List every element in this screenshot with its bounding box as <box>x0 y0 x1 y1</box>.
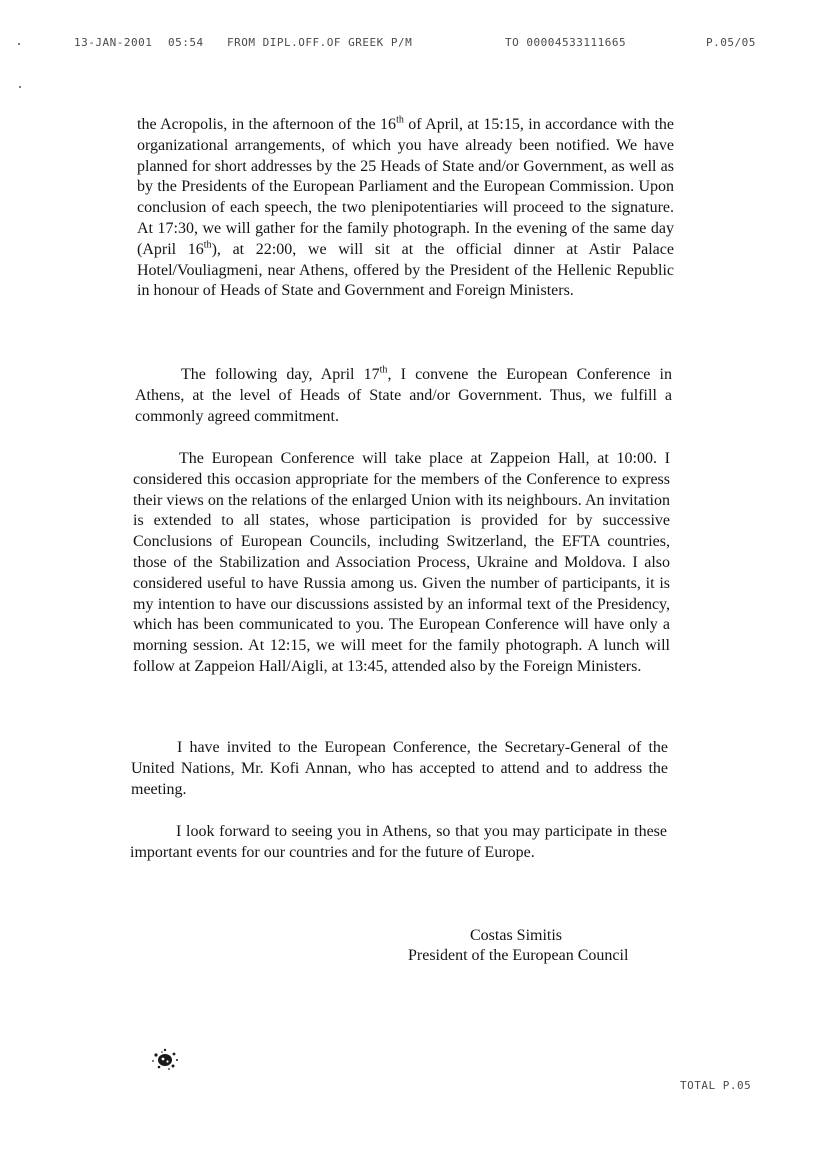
scan-speck <box>18 43 20 45</box>
p4-text: I have invited to the European Conference, the Secretary-General of the United Nations, Mr. Kofi Annan, who has accepted to attend and to address the meeting. <box>131 739 668 798</box>
p5-text: I look forward to seeing you in Athens, so that you may participate in these important events for our countries and for the future of Europe. <box>130 823 667 861</box>
signatory-title: President of the European Council <box>408 947 629 964</box>
fax-transmission-header <box>0 36 832 54</box>
p1-text-c: ), at 22:00, we will sit at the official dinner at Astir Palace Hotel/Vouliagmeni, near Athens, offered by the President of the Hellenic Republic in honour of Heads of State and Government and Foreign Ministers. <box>137 240 674 300</box>
p1-ordinal-b: th <box>203 239 212 251</box>
p2-ordinal: th <box>379 364 388 376</box>
p2-text-a: The following day, April 17 <box>181 366 380 383</box>
paragraph-closing <box>130 822 667 864</box>
fax-total-pages: TOTAL P.05 <box>680 1079 752 1092</box>
ink-blot-stamp-icon <box>150 1046 180 1072</box>
paragraph-zappeion-details <box>133 449 670 678</box>
p2-text-b: , I convene the European Conference in Athens, at the level of Heads of State and/or Government. Thus, we fulfill a commonly agreed commitment. <box>135 366 673 425</box>
paragraph-acropolis-ceremony <box>137 115 674 302</box>
signatory-name: Costas Simitis <box>470 927 563 944</box>
p3-text: The European Conference will take place at Zappeion Hall, at 10:00. I considered this occasion appropriate for the members of the Conference to express their views on the relations of the enlarged Union with its neighbours. An invitation is extended to all states, whose participation is provided for by successive Conclusions of European Councils, including Switzerland, the EFTA countries, those of the Stabilization and Association Process, Ukraine and Moldova. I also considered useful to have Russia among us. Given the number of participants, it is my intention to have our discussions assisted by an informal text of the Presidency, which has been communicated to you. The European Conference will have only a morning session. At 12:15, we will meet for the family photograph. A lunch will follow at Zappeion Hall/Aigli, at 13:45, attended also by the Foreign Ministers. <box>133 450 670 675</box>
fax-time: 05:54 <box>168 36 204 49</box>
paragraph-un-invitation <box>131 738 668 800</box>
scan-speck <box>19 86 21 88</box>
p1-text-b: of April, at 15:15, in accordance with the organizational arrangements, of which you have already been notified. We have planned for short addresses by the 25 Heads of State and/or Government, as well as by the Presidents of the European Parliament and the European Commission. Upon conclusion of each speech, the two plenipotentiaries will proceed to the signature. At 17:30, we will gather for the family photograph. In the evening of the same day (April 16 <box>137 116 674 258</box>
fax-recipient: TO 00004533111665 <box>505 36 627 49</box>
fax-sender: FROM DIPL.OFF.OF GREEK P/M <box>227 36 413 49</box>
p1-text-a: the Acropolis, in the afternoon of the 16 <box>137 116 397 133</box>
p1-ordinal-a: th <box>396 114 404 126</box>
fax-date: 13-JAN-2001 <box>74 36 153 49</box>
fax-page-number: P.05/05 <box>706 36 756 49</box>
paragraph-conference-convening <box>135 365 672 427</box>
